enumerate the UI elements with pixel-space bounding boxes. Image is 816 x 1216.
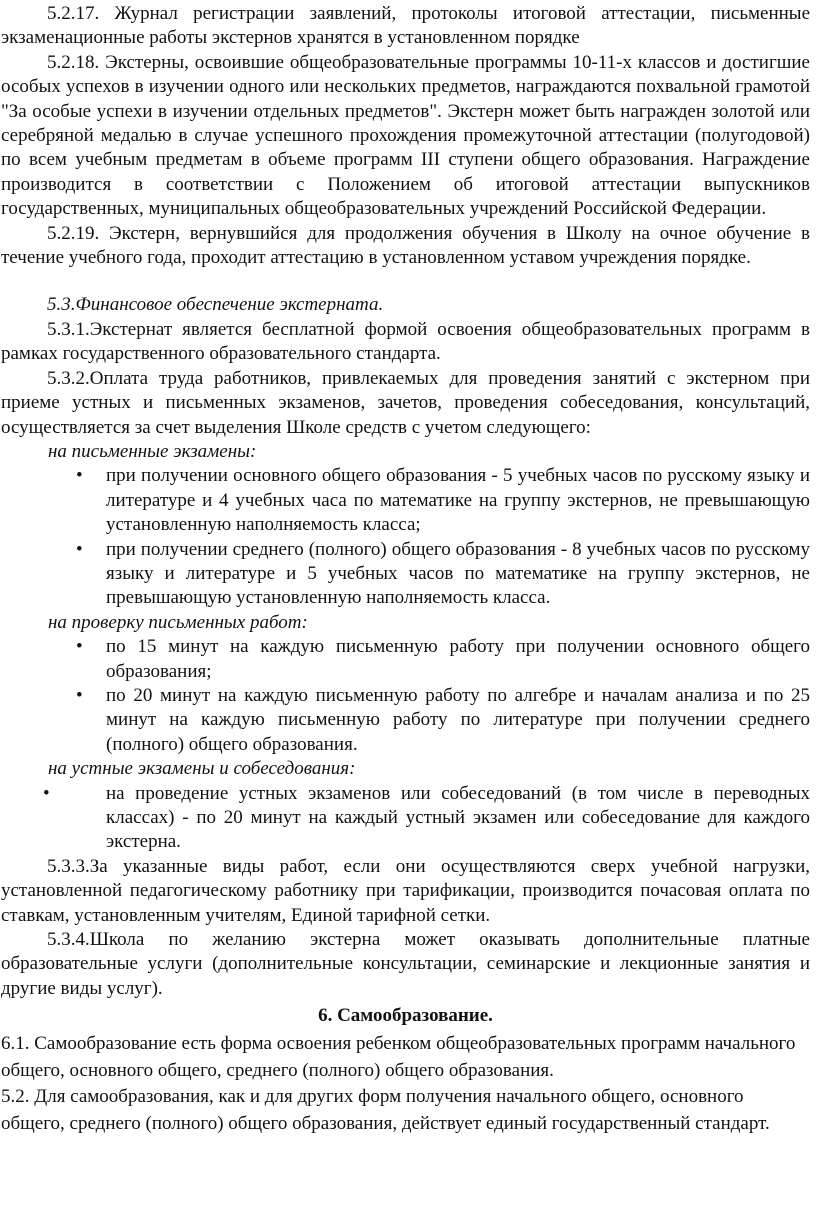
paragraph-6-2: 5.2. Для самообразования, как и для других форм получения начального общего, основного общего, среднего (полного) общего образования, действует единый государственный стандарт. bbox=[1, 1086, 770, 1134]
bullet-icon: • bbox=[76, 636, 83, 658]
check-written-label: на проверку письменных работ: bbox=[48, 611, 308, 633]
paragraph-5-3-3: 5.3.3.За указанные виды работ, если они осуществляются сверх учебной нагрузки, установленной педагогическому работнику при тарификации, производится почасовая оплата по ставкам, установленным учителям, Единой тарифной сетки. bbox=[1, 855, 810, 926]
list-item: • при получении среднего (полного) общего образования - 8 учебных часов по русскому языку и литературе и 5 учебных часов по математике на группу экстернов, не превышающую установленную наполняемость класса. bbox=[76, 538, 810, 609]
list-item: • по 20 минут на каждую письменную работу по алгебре и началам анализа и по 25 минут на каждую письменную работу по литературе при получении среднего (полного) общего образования. bbox=[76, 684, 810, 755]
oral-exams-list bbox=[1, 782, 810, 855]
bullet-icon: • bbox=[76, 684, 83, 706]
section-heading-6: 6. Самообразование. bbox=[318, 1005, 493, 1027]
paragraph-6-1: 6.1. Самообразование есть форма освоения ребенком общеобразовательных программ начального общего, основного общего, среднего (полного) общего образования. bbox=[1, 1033, 796, 1081]
list-item: • на проведение устных экзаменов или собеседований (в том числе в переводных классах) - по 20 минут на каждый устный экзамен или собеседование для каждого экстерна. bbox=[43, 782, 810, 853]
paragraph-5-3-2: 5.3.2.Оплата труда работников, привлекаемых для проведения занятий с экстерном при приеме устных и письменных экзаменов, зачетов, проведения собеседования, консультаций, осуществляется за счет выделения Школе средств с учетом следующего: bbox=[1, 367, 810, 438]
spacer bbox=[1, 270, 810, 293]
list-item: • по 15 минут на каждую письменную работу при получении основного общего образования; bbox=[76, 636, 810, 682]
oral-exams-label: на устные экзамены и собеседования: bbox=[48, 758, 356, 780]
paragraph-5-2-17: 5.2.17. Журнал регистрации заявлений, протоколы итоговой аттестации, письменные экзаменационные работы экстернов хранятся в установленном порядке bbox=[1, 3, 810, 49]
written-exams-label: на письменные экзамены: bbox=[48, 440, 257, 462]
section-6 bbox=[1, 1031, 810, 1137]
paragraph-5-3-1: 5.3.1.Экстернат является бесплатной формой освоения общеобразовательных программ в рамках государственного образовательного стандарта. bbox=[1, 318, 810, 365]
paragraph-5-2-18: 5.2.18. Экстерны, освоившие общеобразовательные программы 10-11-х классов и достигшие особых успехов в изучении одного или нескольких предметов, награждаются похвальной грамотой "За особые успехи в изучении отдельных предметов". Экстерн может быть награжден золотой или серебряной медалью в случае успешного прохождения промежуточной аттестации (полугодовой) по всем учебным предметам в объеме программ III ступени общего образования. Награждение производится в соответствии с Положением об итоговой аттестации выпускников государственных, муниципальных общеобразовательных учреждений Российской Федерации. bbox=[1, 51, 810, 220]
bullet-icon: • bbox=[76, 538, 83, 560]
bullet-icon: • bbox=[43, 782, 50, 804]
section-heading-5-3: 5.3.Финансовое обеспечение экстерната. bbox=[47, 294, 384, 316]
check-written-list bbox=[1, 635, 810, 757]
list-item: • при получении основного общего образования - 5 учебных часов по русскому языку и литературе и 4 учебных часа по математике на группу экстернов, не превышающую установленную наполняемость класса; bbox=[76, 465, 810, 536]
written-exams-list bbox=[1, 464, 810, 610]
paragraph-5-2-19: 5.2.19. Экстерн, вернувшийся для продолжения обучения в Школу на очное обучение в течение учебного года, проходит аттестацию в установленном уставом учреждения порядке. bbox=[1, 222, 810, 269]
paragraph-5-3-4: 5.3.4.Школа по желанию экстерна может оказывать дополнительные платные образовательные услуги (дополнительные консультации, семинарские и лекционные занятия и другие виды услуг). bbox=[1, 929, 810, 999]
bullet-icon: • bbox=[76, 465, 83, 487]
